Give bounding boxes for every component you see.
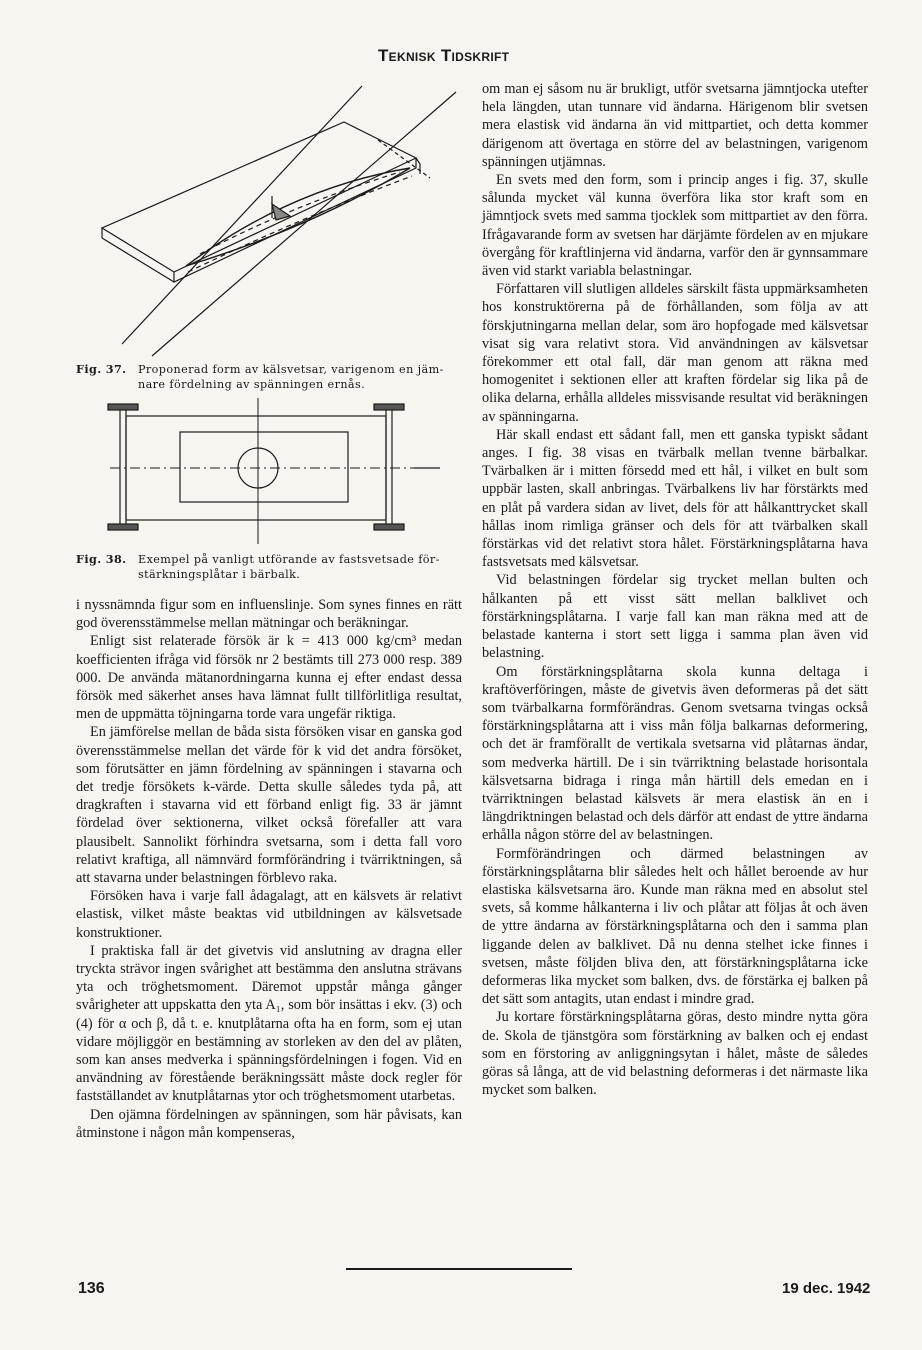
issue-date: 19 dec. 1942 [782,1280,871,1297]
figure-37-caption-line2: nare fördelning av spänningen ernås. [138,378,366,391]
left-paragraph: I praktiska fall är det givetvis vid anslutning av dragna eller tryckta strävor ingen svårighet att bestämma den anslutna strävans yta och tröghetsmoment. Däremot uppstår många gånger svårigheter att uppskatta den yta A₁, som bör insättas i ekv. (3) och (4) för α och β, då t. e. knutplåtarna ofta ha en form, som ej utan vidare möjliggör en bestämning av storleken av den del av plåten, som kan anses medverka i spänningsfördelningen i fogen. Vid en användning av förestående beräkningssätt måste dock regler för fastställandet av knutplåtarnas ytor och tröghetsmoment utarbetas. [76,942,462,1105]
figure-38-caption [76,552,464,582]
figure-38-label: Fig. 38. [76,552,127,566]
figure-38-caption-line1: Exempel på vanligt utförande av fastsvetsade för- [138,553,440,566]
right-paragraph: En svets med den form, som i princip anges i fig. 37, skulle sålunda mycket väl kunna överföra lika stor kraft som en jämntjock svets med samma tjocklek som mittpartiet av den förra. Ifrågavarande form av svetsen har därjämte fördelen av en mjukare övergång för kraftlinjerna vid ändarna, varför den är gynnsammare även vid starkt variabla belastningar. [482,172,868,280]
figure-38-beam-drawing [90,398,460,548]
left-paragraph: Den ojämna fördelningen av spänningen, som här påvisats, kan åtminstone i någon mån kompenseras, [76,1106,462,1141]
figure-38-caption-line2: stärkningsplåtar i bärbalk. [138,568,301,581]
right-paragraph: om man ej såsom nu är brukligt, utför svetsarna jämntjocka utefter hela längden, utan tunnare vid ändarna. Härigenom blir svetsen mera elastisk vid ändarna än vid mittpartiet, och detta kommer därigenom att övertaga en större del av belastningen, varigenom spänningen utjämnas. [482,81,868,170]
left-paragraph: En jämförelse mellan de båda sista försöken visar en ganska god överensstämmelse mellan det värde för k vid det andra försöket, som förutsätter en jämn fördelning av spänningen i stavarna och det tredje försökets k-värde. Detta skulle således tyda på, att dragkraften i stavarna vid ett förband enligt fig. 33 är jämnt fördelad över sektionerna, vilket också förefaller att vara plausibelt. Sannolikt förhindra svetsarna, som i detta fall voro relativt kraftiga, all nämnvärd formförändring i tvärriktningen, så att stavarna under belastningen förblevo raka. [76,724,462,887]
figure-37-caption-line1: Proponerad form av kälsvetsar, varigenom en jäm- [138,363,444,376]
figure-37-weld-drawing [90,78,460,358]
running-head: Teknisk Tidskrift [378,46,510,65]
right-paragraph: Formförändringen och därmed belastningen av förstärkningsplåtarna blir således helt och hållet beroende av hur elastiska kälsvetsarna äro. Kunde man räkna med en absolut stel svets, så komme hålkanterna i liv och plåtar att följas åt och även de yttre ändarna av förstärkningsplåtarna och den i samma plan liggande delen av balklivet. Då nu denna stelhet icke finnes i svetsen, måste följden bliva den, att förstärkningsplåtarna icke deformeras lika mycket som balken, dvs. de förstärka ej balken på det sätt som antagits, utan endast i mindre grad. [482,845,868,1008]
right-paragraph: Här skall endast ett sådant fall, men ett ganska typiskt sådant anges. I fig. 38 visas en tvärbalk mellan tvenne bärbalkar. Tvärbalken är i mitten försedd med ett hål, i vilket en bult som uppbär lasten, skall anbringas. Tvärbalkens liv har förstärkts med en plåt på vardera sidan av livet, dels för att hålkanttrycket skall hållas inom rimliga gränser och dels för att tvärbalken skall förstärkas vid det relativt stora hålet. Förstärkningsplåtarna hava fastsvetsats med kälsvetsar. [482,426,868,571]
right-paragraph: Vid belastningen fördelar sig trycket mellan bulten och hålkanten på ett visst sätt mellan balklivet och förstärkningsplåtarna. I varje fall kan man räkna med att de belastade kanterna i stort sett ligga i samma plan även vid belastning. [482,572,868,662]
left-column [76,596,462,1142]
right-column [482,80,868,1099]
left-paragraph: Enligt sist relaterade försök är k = 413 000 kg/cm³ medan koefficienten ifråga vid försök nr 2 bestämts till 273 000 resp. 389 000. De använda mätanordningarna kunna ej efter endast dessa försök med säkerhet anses hava lämnat fullt tillförlitliga resultat, men de uppmätta töjningarna torde vara ungefär riktiga. [76,633,462,723]
left-paragraph: i nyssnämnda figur som en influenslinje. Som synes finnes en rätt god överensstämmelse mellan mätningar och beräkningar. [76,597,462,632]
right-paragraph: Om förstärkningsplåtarna skola kunna deltaga i kraftöverföringen, måste de givetvis även deformeras på det sätt som tvärbalkarna formförändras. Genom svetsarna tvingas också förstärkningsplåtarna att i viss mån följa balkarnas deformering, och det är framförallt de vertikala svetsarna vid plåtarnas ändar, som medverka härtill. De i sin tvärriktning belastade horisontala kälsvetsarna bidraga i ringa mån härtill dels emedan en i tvärriktningen belastad kälsvets är mera elastisk än en i längdriktningen belastad och dels därför att endast de yttre ändarna erhålla någon större del av belastningen. [482,663,868,844]
footer-rule [346,1268,572,1270]
right-paragraph: Författaren vill slutligen alldeles särskilt fästa uppmärksamheten hos konstruktörerna på de förhållanden, som följa av att förskjutningarna mellan delar, som äro hopfogade med kälsvetsar visat sig vara relativt stora. Vid användningen av kälsvetsar förekommer ett otal fall, där man genom att räkna med homogenitet i sektionen eller att kraften fördelar sig lika på de olika delarna, erhålla alldeles missvisande resultat vid beräkningen av spänningarna. [482,281,868,425]
right-paragraph: Ju kortare förstärkningsplåtarna göras, desto mindre nytta göra de. Skola de tjänstgöra som förstärkning av balken och ej endast som en förstoring av anliggningsytan i hålet, måste de således göras så långa, att de vid belastning deformeras i det närmaste lika mycket som balken. [482,1009,868,1099]
left-paragraph: Försöken hava i varje fall ådagalagt, att en kälsvets är relativt elastisk, vilket måste beaktas vid utbildningen av kälsvetsade konstruktioner. [76,888,462,941]
page-number: 136 [78,1280,105,1297]
figure-37-caption [76,362,464,392]
figure-37-label: Fig. 37. [76,362,127,376]
